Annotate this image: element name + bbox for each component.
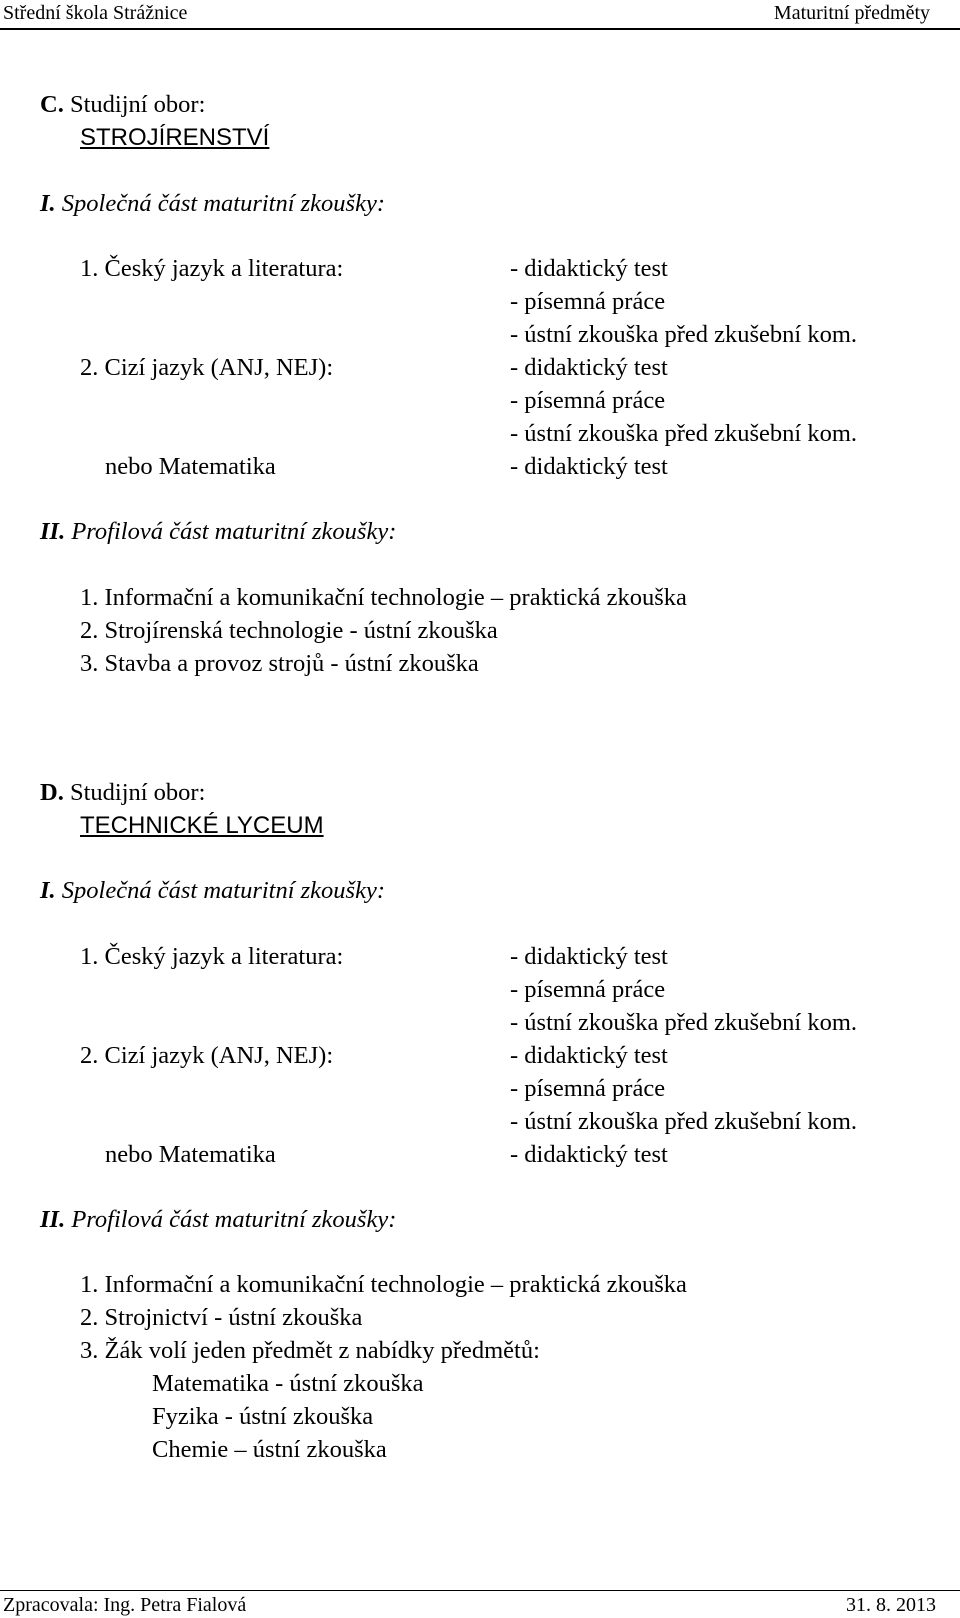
exam-type: - didaktický test <box>510 255 668 282</box>
exam-row <box>0 351 960 384</box>
section-c-profile-title <box>40 515 396 548</box>
section-d-field: TECHNICKÉ LYCEUM <box>80 812 324 839</box>
part-number: II. <box>40 518 66 545</box>
profile-option: Fyzika - ústní zkouška <box>152 1403 374 1430</box>
exam-subject: 2. Cizí jazyk (ANJ, NEJ): <box>80 1042 334 1069</box>
section-label: Studijní obor: <box>69 779 206 806</box>
exam-subject: 1. Český jazyk a literatura: <box>80 943 344 970</box>
page-footer <box>0 1590 960 1618</box>
exam-subject: 2. Cizí jazyk (ANJ, NEJ): <box>80 354 334 381</box>
exam-type: - didaktický test <box>510 1141 668 1168</box>
part-title: Společná část maturitní zkoušky: <box>61 190 385 217</box>
profile-item: 2. Strojírenská technologie - ústní zkouška <box>80 617 498 644</box>
exam-row <box>0 252 960 285</box>
exam-row <box>0 1138 960 1171</box>
section-c-common-title <box>40 187 385 220</box>
exam-type: - písemná práce <box>510 976 666 1003</box>
part-number: II. <box>40 1206 66 1233</box>
exam-type: - didaktický test <box>510 943 668 970</box>
profile-item: 2. Strojnictví - ústní zkouška <box>80 1304 363 1331</box>
exam-type: - didaktický test <box>510 453 668 480</box>
part-number: I. <box>40 877 56 904</box>
profile-item: 1. Informační a komunikační technologie – praktická zkouška <box>80 584 687 611</box>
exam-type: - písemná práce <box>510 387 666 414</box>
exam-type: - didaktický test <box>510 1042 668 1069</box>
exam-row <box>0 450 960 483</box>
exam-row <box>0 1039 960 1072</box>
section-d-title <box>40 776 205 809</box>
exam-type: - ústní zkouška před zkušební kom. <box>510 321 858 348</box>
exam-type: - písemná práce <box>510 1075 666 1102</box>
section-d-profile-title <box>40 1203 396 1236</box>
exam-row <box>0 384 960 417</box>
date: 31. 8. 2013 <box>846 1594 936 1616</box>
exam-type: - didaktický test <box>510 354 668 381</box>
exam-subject: nebo Matematika <box>105 453 276 480</box>
profile-item: 3. Žák volí jeden předmět z nabídky předmětů: <box>80 1337 540 1364</box>
exam-subject: nebo Matematika <box>105 1141 276 1168</box>
exam-type: - ústní zkouška před zkušební kom. <box>510 1009 858 1036</box>
section-c-field: STROJÍRENSTVÍ <box>80 124 270 151</box>
profile-option: Matematika - ústní zkouška <box>152 1370 424 1397</box>
section-letter: D. <box>40 779 64 806</box>
section-label: Studijní obor: <box>69 91 206 118</box>
section-letter: C. <box>40 91 64 118</box>
author: Zpracovala: Ing. Petra Fialová <box>3 1594 247 1616</box>
exam-row <box>0 973 960 1006</box>
exam-row <box>0 318 960 351</box>
document-title: Maturitní předměty <box>773 2 930 24</box>
page-header <box>0 0 960 30</box>
exam-type: - ústní zkouška před zkušební kom. <box>510 420 858 447</box>
section-c-title <box>40 88 205 121</box>
exam-type: - písemná práce <box>510 288 666 315</box>
exam-row <box>0 1072 960 1105</box>
profile-option: Chemie – ústní zkouška <box>152 1436 387 1463</box>
profile-item: 1. Informační a komunikační technologie – praktická zkouška <box>80 1271 687 1298</box>
part-title: Společná část maturitní zkoušky: <box>61 877 385 904</box>
exam-row <box>0 1006 960 1039</box>
profile-item: 3. Stavba a provoz strojů - ústní zkouška <box>80 650 479 677</box>
exam-row <box>0 417 960 450</box>
exam-row <box>0 940 960 973</box>
exam-row <box>0 1105 960 1138</box>
exam-subject: 1. Český jazyk a literatura: <box>80 255 344 282</box>
exam-type: - ústní zkouška před zkušební kom. <box>510 1108 858 1135</box>
exam-row <box>0 285 960 318</box>
section-d-common-title <box>40 874 385 907</box>
part-title: Profilová část maturitní zkoušky: <box>71 518 397 545</box>
part-number: I. <box>40 190 56 217</box>
school-name: Střední škola Strážnice <box>3 2 188 24</box>
part-title: Profilová část maturitní zkoušky: <box>71 1206 397 1233</box>
